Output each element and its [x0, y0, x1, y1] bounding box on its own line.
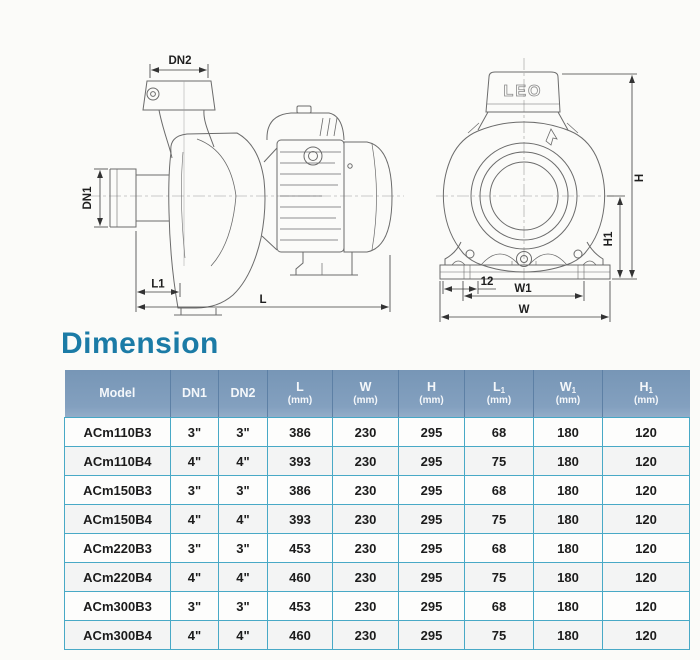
- value-cell: 230: [333, 418, 399, 447]
- section-heading: Dimension: [61, 327, 219, 360]
- model-cell: ACm220B4: [65, 563, 171, 592]
- value-cell: 386: [268, 418, 333, 447]
- value-cell: 3": [219, 534, 268, 563]
- value-cell: 230: [333, 447, 399, 476]
- table-header: [65, 370, 690, 418]
- column-header-h1: $H_1$ (mm): [603, 370, 690, 418]
- value-cell: 180: [534, 447, 603, 476]
- value-cell: 68: [465, 534, 534, 563]
- table-row-acm150b3: [65, 476, 690, 505]
- value-cell: 75: [465, 563, 534, 592]
- value-cell: 3": [219, 476, 268, 505]
- table-header-row: [65, 370, 690, 418]
- value-cell: 460: [268, 563, 333, 592]
- value-cell: 4": [219, 505, 268, 534]
- value-cell: 180: [534, 592, 603, 621]
- dim-label-dn2: DN2: [168, 55, 192, 67]
- value-cell: 295: [399, 563, 465, 592]
- value-cell: 460: [268, 621, 333, 650]
- value-cell: 4": [219, 447, 268, 476]
- value-cell: 3": [171, 534, 219, 563]
- value-cell: 180: [534, 534, 603, 563]
- column-header-w1: $W_1$ (mm): [534, 370, 603, 418]
- table-row-acm110b3: [65, 418, 690, 447]
- dim-label-l: L: [259, 294, 267, 306]
- value-cell: 3": [171, 592, 219, 621]
- column-header-h: H (mm): [399, 370, 465, 418]
- dim-label-h1: H1: [603, 231, 615, 247]
- value-cell: 4": [219, 621, 268, 650]
- value-cell: 230: [333, 592, 399, 621]
- column-header-dn2: DN2: [219, 370, 268, 418]
- column-header-dn1: DN1: [171, 370, 219, 418]
- value-cell: 4": [171, 447, 219, 476]
- value-cell: 295: [399, 505, 465, 534]
- model-cell: ACm150B3: [65, 476, 171, 505]
- value-cell: 3": [171, 418, 219, 447]
- value-cell: 120: [603, 505, 690, 534]
- front-view-dimensions: [440, 74, 637, 322]
- value-cell: 295: [399, 476, 465, 505]
- value-cell: 295: [399, 447, 465, 476]
- value-cell: 453: [268, 534, 333, 563]
- value-cell: 120: [603, 447, 690, 476]
- value-cell: 295: [399, 592, 465, 621]
- value-cell: 180: [534, 563, 603, 592]
- table-row-acm110b4: [65, 447, 690, 476]
- value-cell: 68: [465, 476, 534, 505]
- model-cell: ACm300B4: [65, 621, 171, 650]
- model-cell: ACm300B3: [65, 592, 171, 621]
- value-cell: 230: [333, 505, 399, 534]
- value-cell: 4": [171, 563, 219, 592]
- value-cell: 180: [534, 505, 603, 534]
- table-row-acm300b3: [65, 592, 690, 621]
- column-header-w: W (mm): [333, 370, 399, 418]
- value-cell: 386: [268, 476, 333, 505]
- value-cell: 230: [333, 534, 399, 563]
- value-cell: 3": [171, 476, 219, 505]
- value-cell: 4": [171, 621, 219, 650]
- table-row-acm220b4: [65, 563, 690, 592]
- table-row-acm220b3: [65, 534, 690, 563]
- value-cell: 180: [534, 418, 603, 447]
- value-cell: 3": [219, 418, 268, 447]
- brand-logo-leo: LEO: [503, 83, 543, 100]
- dim-label-w1: W1: [514, 283, 532, 295]
- value-cell: 68: [465, 418, 534, 447]
- column-header-l: L (mm): [268, 370, 333, 418]
- value-cell: 120: [603, 418, 690, 447]
- value-cell: 295: [399, 534, 465, 563]
- value-cell: 393: [268, 505, 333, 534]
- value-cell: 4": [219, 563, 268, 592]
- model-cell: ACm110B4: [65, 447, 171, 476]
- value-cell: 120: [603, 621, 690, 650]
- value-cell: 75: [465, 505, 534, 534]
- value-cell: 230: [333, 476, 399, 505]
- column-header-model: Model: [65, 370, 171, 418]
- value-cell: 75: [465, 621, 534, 650]
- model-cell: ACm220B3: [65, 534, 171, 563]
- value-cell: 453: [268, 592, 333, 621]
- value-cell: 180: [534, 621, 603, 650]
- value-cell: 4": [171, 505, 219, 534]
- column-header-l1: $L_1$ (mm): [465, 370, 534, 418]
- value-cell: 120: [603, 592, 690, 621]
- value-cell: 120: [603, 534, 690, 563]
- dim-label-w: W: [518, 304, 530, 316]
- table-row-acm300b4: [65, 621, 690, 650]
- dim-label-l1: L1: [151, 278, 165, 291]
- value-cell: 120: [603, 563, 690, 592]
- value-cell: 3": [219, 592, 268, 621]
- table-body: [65, 418, 690, 650]
- value-cell: 393: [268, 447, 333, 476]
- value-cell: 295: [399, 621, 465, 650]
- value-cell: 68: [465, 592, 534, 621]
- value-cell: 75: [465, 447, 534, 476]
- table-row-acm150b4: [65, 505, 690, 534]
- dimension-table: [64, 370, 690, 650]
- model-cell: ACm110B3: [65, 418, 171, 447]
- value-cell: 180: [534, 476, 603, 505]
- pump-side-view: [88, 81, 404, 315]
- value-cell: 230: [333, 563, 399, 592]
- value-cell: 120: [603, 476, 690, 505]
- dim-label-foot-offset: 12: [480, 276, 494, 288]
- dim-label-dn1: DN1: [82, 186, 94, 210]
- value-cell: 230: [333, 621, 399, 650]
- value-cell: 295: [399, 418, 465, 447]
- model-cell: ACm150B4: [65, 505, 171, 534]
- dim-label-h: H: [634, 173, 646, 183]
